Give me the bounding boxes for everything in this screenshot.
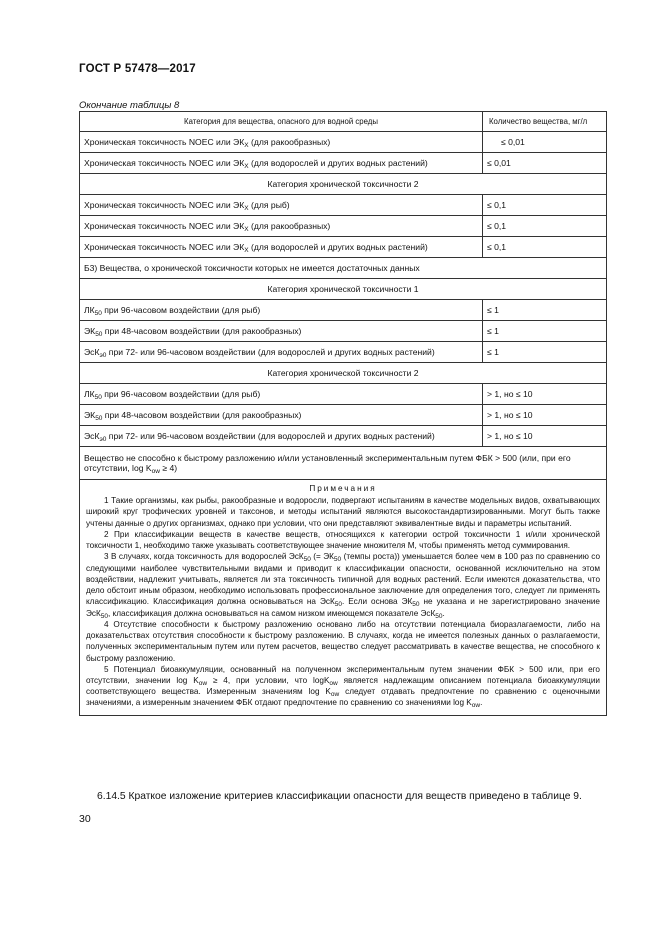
table-row — [80, 342, 607, 363]
page-number: 30 — [79, 813, 91, 825]
row-label: Хроническая токсичность NOEC или $ЭК_X$ (для ракообразных) — [80, 216, 483, 237]
row-label: ЭсК$_{э0}$ при 72- или 96-часовом воздействии (для водорослей и других водных растений) — [80, 426, 483, 447]
row-value: ≤ 0,1 — [483, 237, 607, 258]
row-value: ≤ 1 — [483, 300, 607, 321]
row-value: ≤ 1 — [483, 321, 607, 342]
note-5: 5 Потенциал биоаккумуляции, основанный на полученном экспериментальным путем значении ФБК > 500 или, при его отсутствии, значении $\log K_{ow} \ge 4$, при условии, что logK$_{ow}$ является надлежащим описанием потенциала биоаккумуляции соответствующего вещества. Измеренным значениям $\log K_{ow}$ следует отдавать предпочтение по сравнению с оценочными значениями, а измеренным значением ФБК отдают предпочтение по сравнению со значениями $\log K_{ow}$. — [86, 664, 600, 710]
table-header-row — [80, 112, 607, 132]
row-label: $ЛК_{50}$ при 96-часовом воздействии (для рыб) — [80, 300, 483, 321]
category-row — [80, 363, 607, 384]
table-row — [80, 384, 607, 405]
row-value: ≤ 0,1 — [483, 195, 607, 216]
row-label: Хроническая токсичность NOEC или $ЭК_X$ (для водорослей и других водных растений) — [80, 153, 483, 174]
row-label: Хроническая токсичность NOEC или $ЭК_X$ (для ракообразных) — [80, 132, 483, 153]
row-label: ЭсК$_{э0}$ при 72- или 96-часовом воздействии (для водорослей и других водных растений) — [80, 342, 483, 363]
table-row — [80, 426, 607, 447]
notes-title: Примечания — [309, 484, 377, 493]
row-label: Хроническая токсичность NOEC или $ЭК_X$ (для водорослей и других водных растений) — [80, 237, 483, 258]
degradation-criterion: Вещество не способно к быстрому разложению и/или установленный экспериментальным путем ФБК > 500 (или, при его отсутствии, $\log K_{ow} \ge 4$) — [80, 447, 607, 480]
category-heading: Категория хронической токсичности 1 — [80, 279, 607, 300]
row-value: ≤ 0,01 — [483, 153, 607, 174]
category-heading: Категория хронической токсичности 2 — [80, 363, 607, 384]
notes-row — [80, 480, 607, 716]
table-row — [80, 216, 607, 237]
section-row — [80, 258, 607, 279]
table-row — [80, 405, 607, 426]
section-heading-b3: Б3) Вещества, о хронической токсичности которых не имеется достаточных данных — [80, 258, 607, 279]
row-label: $ЭК_{50}$ при 48-часовом воздействии (для ракообразных) — [80, 321, 483, 342]
row-label: Хроническая токсичность NOEC или $ЭК_X$ (для рыб) — [80, 195, 483, 216]
category-row — [80, 279, 607, 300]
row-value: ≤ 1 — [483, 342, 607, 363]
row-value: ≤ 0,1 — [483, 216, 607, 237]
table-notes — [80, 480, 607, 716]
table-caption: Окончание таблицы 8 — [79, 100, 180, 111]
category-row — [80, 174, 607, 195]
table-row — [80, 195, 607, 216]
table-row — [80, 132, 607, 153]
row-label: $ЭК_{50}$ при 48-часовом воздействии (для ракообразных) — [80, 405, 483, 426]
degradation-row — [80, 447, 607, 480]
document-header: ГОСТ Р 57478—2017 — [79, 63, 196, 75]
column-header-category: Категория для вещества, опасного для водной среды — [80, 112, 483, 132]
row-label: $ЛК_{50}$ при 96-часовом воздействии (для рыб) — [80, 384, 483, 405]
table-row — [80, 321, 607, 342]
row-value: ≤ 0,01 — [483, 132, 607, 153]
table-row — [80, 237, 607, 258]
row-value: > 1, но ≤ 10 — [483, 426, 607, 447]
row-value: > 1, но ≤ 10 — [483, 384, 607, 405]
body-paragraph: 6.14.5 Краткое изложение критериев классификации опасности для веществ приведено в таблице 9. — [97, 791, 582, 802]
column-header-amount: Количество вещества, мг/л — [483, 112, 607, 132]
note-1: 1 Такие организмы, как рыбы, ракообразные и водоросли, подвергают испытаниям в качестве модельных видов, охватывающих широкий круг трофических уровней и таксонов, и методы испытаний являются высокостандартизированными. Могут быть также учтены данные о других организмах, однако при условии, что они представляют эквивалентные виды и параметры испытаний. — [86, 496, 600, 528]
table-8 — [79, 111, 607, 716]
table-row — [80, 300, 607, 321]
note-4: 4 Отсутствие способности к быстрому разложению основано либо на отсутствии потенциала биоразлагаемости, либо на доказательствах отсутствия способности к быстрому разложению. В случаях, когда не имеется полезных данных о разлагаемости, полученных экспериментальным путем или путем расчетов, вещество следует рассматривать в качестве вещества, не способного к быстрому разложению. — [86, 619, 600, 663]
note-3: 3 В случаях, когда токсичность для водорослей ЭсК$_{50}$ (= $ЭК_{50}$ (темпы роста)) уменьшается более чем в 100 раз по сравнению со следующими наиболее чувствительными видами и приводит к классификации опасности, основанной исключительно на этом воздействии, надлежит учитывать, является ли эта токсичность типичной для водных растений. Если имеются доказательства, что дело обстоит иным образом, необходимо использовать профессиональное заключение для определения того, следует ли применять классификацию. Классификация должна основываться на ЭсК$_{50}$. Если основа $ЭК_{50}$ не указана и не зарегистрировано значение ЭсК$_{50}$, классификация должна основываться на самом низком имеющемся показателе ЭсК$_{50}$. — [86, 552, 601, 620]
note-2: 2 При классификации веществ в качестве веществ, относящихся к категории острой токсичности 1 и/или хронической токсичности 1, необходимо также указывать соответствующее значение множителя M, чтобы применять метод суммирования. — [86, 529, 600, 551]
category-heading: Категория хронической токсичности 2 — [80, 174, 607, 195]
table-row — [80, 153, 607, 174]
row-value: > 1, но ≤ 10 — [483, 405, 607, 426]
